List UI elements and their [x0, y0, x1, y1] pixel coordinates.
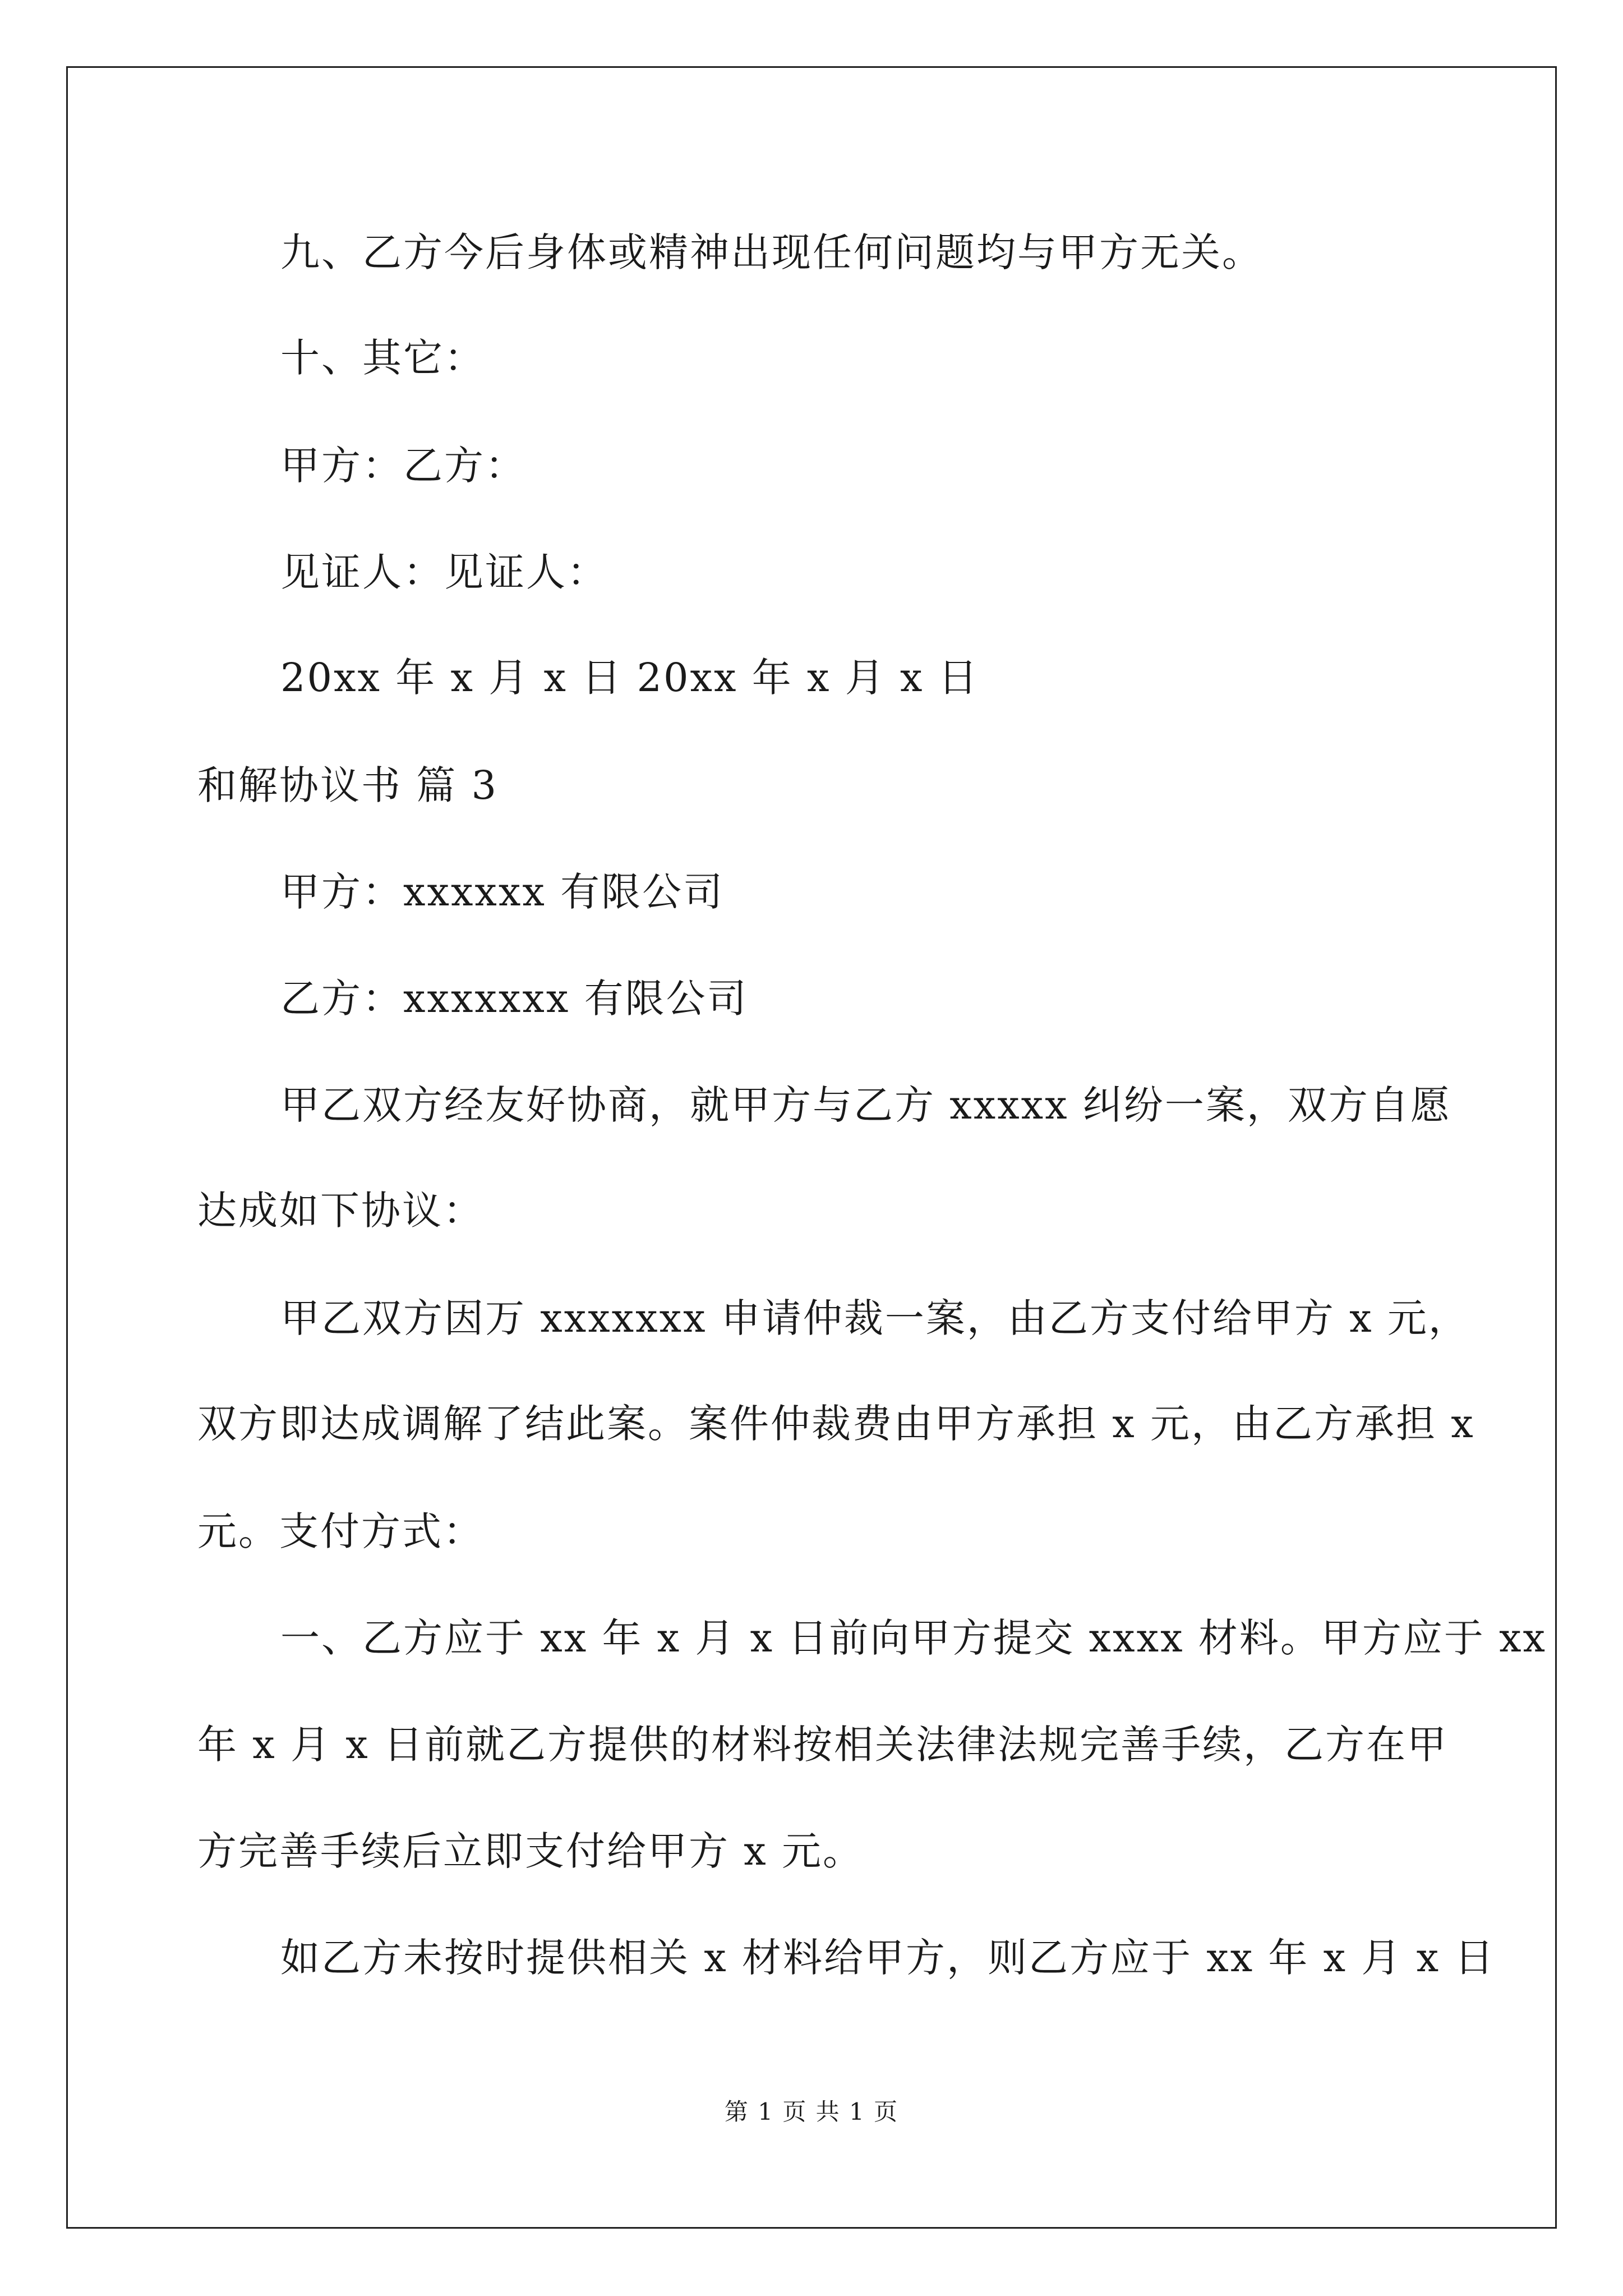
- party-signature-line: 甲方：乙方：: [280, 443, 526, 489]
- party-a-line: 甲方：xxxxxx 有限公司: [280, 869, 725, 915]
- preamble-line-1: 甲乙双方经友好协商，就甲方与乙方 xxxxx 纠纷一案，双方自愿: [280, 1082, 1451, 1128]
- default-clause-line-1: 如乙方未按时提供相关 x 材料给甲方，则乙方应于 xx 年 x 月 x 日: [280, 1935, 1496, 1981]
- clause-10: 十、其它：: [280, 335, 485, 381]
- settlement-line-1: 甲乙双方因万 xxxxxxx 申请仲裁一案，由乙方支付给甲方 x 元，: [280, 1295, 1469, 1341]
- settlement-line-3: 元。支付方式：: [197, 1508, 484, 1554]
- payment-clause-line-3: 方完善手续后立即支付给甲方 x 元。: [197, 1828, 864, 1874]
- date-line: 20xx 年 x 月 x 日 20xx 年 x 月 x 日: [280, 655, 979, 701]
- preamble-line-2: 达成如下协议：: [197, 1188, 484, 1234]
- page-border: [66, 66, 1557, 2229]
- payment-clause-line-2: 年 x 月 x 日前就乙方提供的材料按相关法律法规完善手续，乙方在甲: [197, 1722, 1448, 1768]
- clause-9: 九、乙方今后身体或精神出现任何问题均与甲方无关。: [280, 229, 1263, 275]
- section-heading: 和解协议书 篇 3: [197, 762, 499, 808]
- page-number-footer: 第 1 页 共 1 页: [724, 2098, 899, 2125]
- settlement-line-2: 双方即达成调解了结此案。案件仲裁费由甲方承担 x 元，由乙方承担 x: [197, 1401, 1475, 1447]
- witness-signature-line: 见证人：见证人：: [280, 549, 608, 595]
- party-b-line: 乙方：xxxxxxx 有限公司: [280, 976, 748, 1022]
- payment-clause-line-1: 一、乙方应于 xx 年 x 月 x 日前向甲方提交 xxxx 材料。甲方应于 xx: [280, 1615, 1547, 1661]
